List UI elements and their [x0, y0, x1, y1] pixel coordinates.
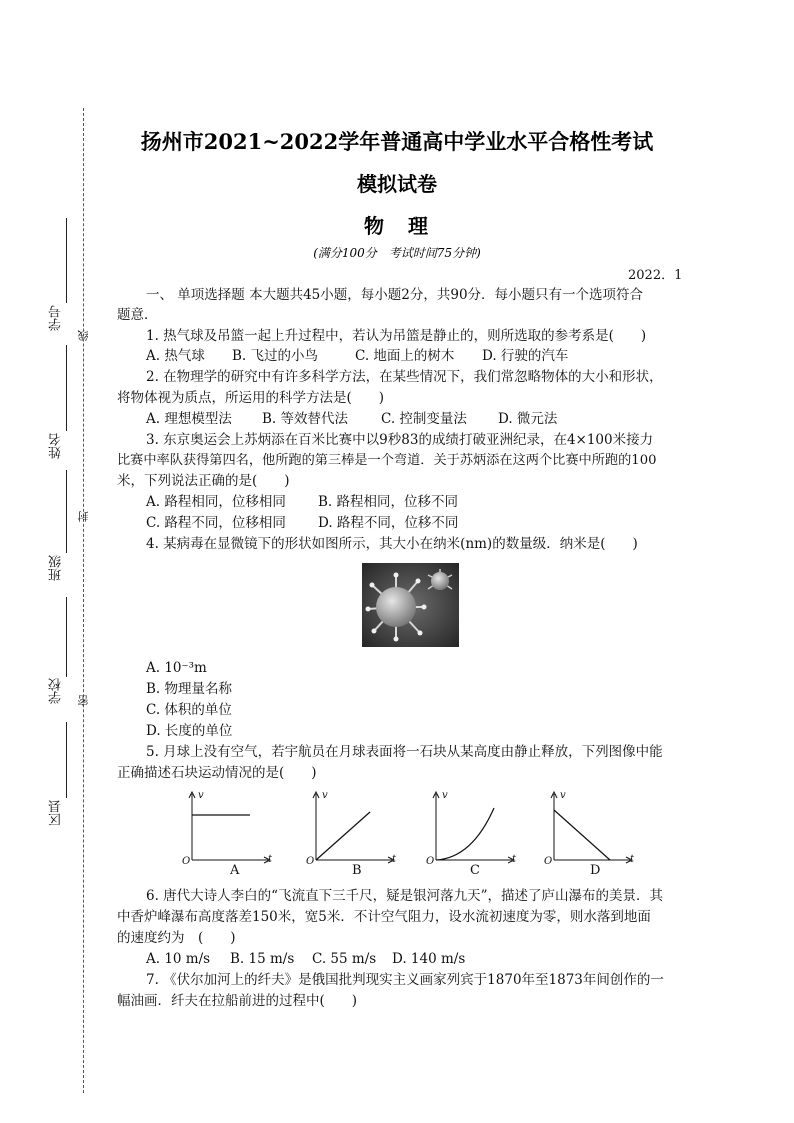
q2-option-c: C. 控制变量法: [381, 411, 467, 427]
q2-option-a: A. 理想模型法: [146, 411, 232, 427]
graph-d-v-label: v: [560, 790, 566, 801]
q2-stem-cont: 将物体视为质点，所运用的科学方法是( ): [117, 390, 385, 406]
graph-d-origin: O: [544, 856, 553, 867]
graph-b-v-label: v: [322, 790, 328, 801]
graph-d-label: D: [590, 863, 601, 878]
graph-a-v-label: v: [198, 790, 204, 801]
q5-stem-cont: 正确描述石块运动情况的是( ): [117, 765, 317, 781]
q1-option-b: B. 飞过的小鸟: [232, 348, 319, 364]
q1-option-c: C. 地面上的树木: [355, 348, 455, 364]
graph-d-t-label: t: [630, 854, 635, 865]
district-underline: [66, 722, 67, 798]
graph-c-v-label: v: [442, 790, 448, 801]
q5-stem: 5. 月球上没有空气，若宇航员在月球表面将一石块从某高度由静止释放，下列图像中能: [146, 744, 663, 760]
q6-option-b: B. 15 m/s: [230, 951, 295, 967]
q6-option-d: D. 140 m/s: [392, 951, 466, 967]
graph-a-label: A: [230, 863, 240, 878]
seal-char-secret: 密: [77, 695, 90, 706]
graph-b-t-label: t: [392, 854, 397, 865]
q3-stem: 3. 东京奥运会上苏炳添在百米比赛中以9秒83的成绩打破亚洲纪录，在4×100米接力: [146, 432, 654, 448]
virus-micrograph-image: [362, 563, 459, 647]
q7-stem: 7. 《伏尔加河上的纤夫》是俄国批判现实主义画家列宾于1870年至1873年间创作的一: [146, 972, 664, 988]
exam-date: 2022．1: [628, 268, 683, 283]
name-label: 姓名: [49, 433, 64, 459]
district-label: 区县: [49, 800, 64, 826]
graph-c-origin: O: [426, 856, 435, 867]
subject-title: 物 理: [364, 214, 430, 238]
q3-stem-cont2: 米，下列说法正确的是( ): [117, 473, 290, 489]
name-underline: [66, 345, 67, 431]
q4-option-d: D. 长度的单位: [146, 723, 233, 739]
q2-stem: 2. 在物理学的研究中有许多科学方法，在某些情况下，我们常忽略物体的大小和形状，: [146, 369, 663, 385]
q6-stem-cont2: 的速度约为 ( ): [117, 930, 236, 946]
exam-title: 扬州市2021~2022学年普通高中学业水平合格性考试: [140, 129, 654, 154]
q6-option-c: C. 55 m/s: [312, 951, 377, 967]
q6-stem-cont1: 中香炉峰瀑布高度落差150米，宽5米．不计空气阻力，设水流初速度为零，则水落到地面: [117, 909, 651, 925]
class-underline: [66, 470, 67, 553]
q1-option-a: A. 热气球: [146, 348, 205, 364]
class-label: 班级: [49, 555, 64, 581]
school-underline: [66, 597, 67, 677]
q6-option-a: A. 10 m/s: [146, 951, 211, 967]
q4-option-c: C. 体积的单位: [146, 702, 232, 718]
graph-c-t-label: t: [512, 854, 517, 865]
q3-option-c: C. 路程不同，位移相同: [146, 515, 286, 531]
exam-info: (满分100分 考试时间75分钟): [313, 246, 481, 260]
q3-stem-cont1: 比赛中率队获得第四名，他所跑的第三棒是一个弯道．关于苏炳添在这两个比赛中所跑的100: [117, 453, 657, 468]
graph-b-label: B: [352, 863, 362, 878]
section-heading-cont: 题意．: [117, 307, 158, 323]
q3-option-d: D. 路程不同，位移不同: [318, 515, 459, 531]
graph-a-origin: O: [182, 856, 191, 867]
q1-stem: 1. 热气球及吊篮一起上升过程中，若认为吊篮是静止的，则所选取的参考系是( ): [146, 328, 647, 344]
q3-option-a: A. 路程相同，位移相同: [146, 494, 286, 510]
q4-option-a: A. 10⁻³m: [146, 660, 207, 676]
q4-stem: 4. 某病毒在显微镜下的形状如图所示，其大小在纳米(nm)的数量级．纳米是( ): [146, 536, 638, 552]
graph-c-label: C: [470, 863, 480, 878]
graph-a-t-label: t: [268, 854, 273, 865]
seal-char-seal: 封: [77, 511, 90, 522]
graph-d-curve: [554, 810, 610, 860]
q7-stem-cont: 幅油画．纤夫在拉船前进的过程中( ): [117, 993, 358, 1009]
q4-option-b: B. 物理量名称: [146, 681, 233, 697]
section-heading: 一、 单项选择题 本大题共45小题，每小题2分，共90分．每小题只有一个选项符合: [146, 287, 644, 303]
q2-option-d: D. 微元法: [498, 411, 558, 427]
school-label: 学校: [49, 678, 64, 704]
student-id-label: 学号: [49, 305, 64, 331]
graph-c-curve: [436, 808, 494, 860]
seal-char-line: 线: [77, 330, 90, 341]
graph-b-curve: [316, 812, 370, 860]
q6-stem: 6. 唐代大诗人李白的“飞流直下三千尺，疑是银河落九天”，描述了庐山瀑布的美景．其: [146, 888, 663, 904]
exam-subtitle: 模拟试卷: [357, 172, 437, 196]
graph-b-origin: O: [306, 856, 315, 867]
q1-option-d: D. 行驶的汽车: [482, 348, 569, 364]
q2-option-b: B. 等效替代法: [262, 411, 349, 427]
q3-option-b: B. 路程相同，位移不同: [318, 494, 459, 510]
